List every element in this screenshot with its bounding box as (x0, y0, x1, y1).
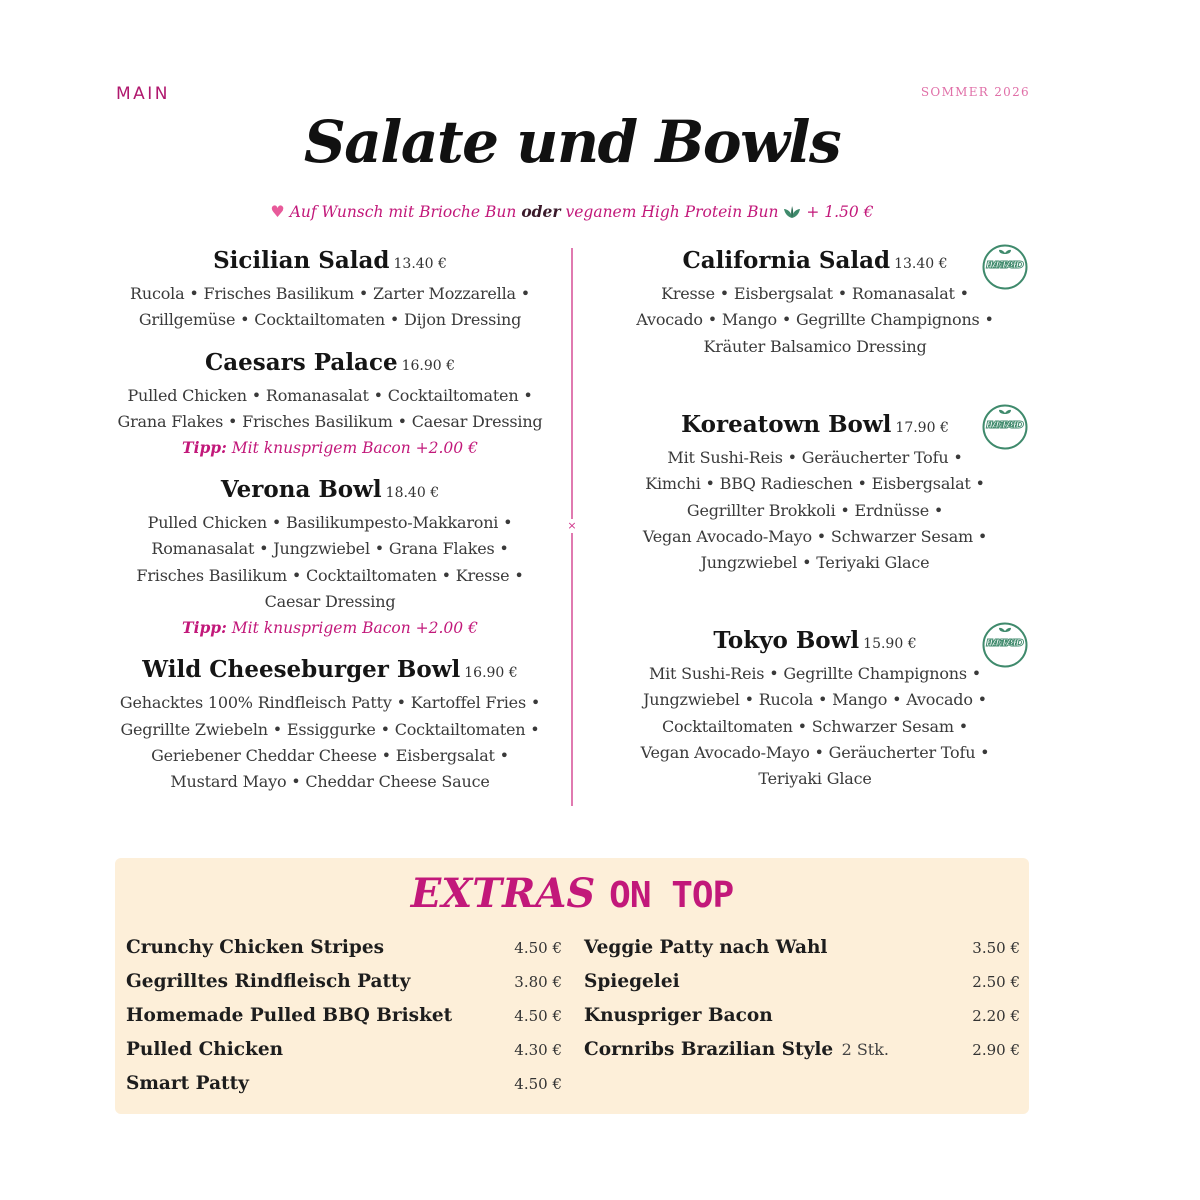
desc-line: Vegan Avocado-Mayo • Schwarzer Sesam • (642, 526, 988, 546)
extras-list-left (126, 934, 562, 1104)
item-price: 13.40 € (393, 256, 447, 272)
menu-item-wild-cheeseburger-bowl (100, 653, 560, 795)
tipp-label: Tipp: (182, 438, 227, 458)
desc-line: Jungzwiebel • Teriyaki Glace (700, 553, 930, 573)
extra-row (126, 968, 562, 1002)
extra-name: Spiegelei (584, 971, 680, 992)
desc-line: Kimchi • BBQ Radieschen • Eisbergsalat • (645, 474, 985, 494)
extra-row (126, 1002, 562, 1036)
desc-line: Mit Sushi-Reis • Gegrillte Champignons • (648, 664, 982, 683)
item-description (100, 690, 560, 795)
menu-item-sicilian-salad (100, 244, 560, 334)
tipp-note (100, 615, 560, 641)
item-name: Sicilian Salad (213, 247, 390, 274)
leaf-icon (783, 205, 801, 223)
extra-row (584, 968, 1020, 1002)
extras-list-right (584, 934, 1020, 1070)
extra-row (126, 1036, 562, 1070)
extra-note: 2 Stk. (841, 1040, 890, 1059)
extra-name (584, 1036, 889, 1064)
item-price: 15.90 € (863, 636, 917, 652)
menu-item-verona-bowl (100, 473, 560, 641)
menu-item-caesars-palace (100, 346, 560, 462)
desc-line: Romanasalat • Jungzwiebel • Grana Flakes • (151, 539, 509, 559)
subtitle-or: oder (521, 202, 561, 221)
tipp-label: Tipp: (182, 618, 227, 638)
section-label: MAIN (116, 84, 171, 104)
extras-panel (115, 858, 1029, 1114)
extra-price: 2.90 € (972, 1041, 1020, 1059)
desc-line: Cocktailtomaten • Schwarzer Sesam • (662, 716, 968, 736)
menu-item-california-salad (585, 244, 1045, 360)
extra-name: Veggie Patty nach Wahl (584, 937, 828, 958)
item-description (100, 281, 560, 334)
extra-price: 4.50 € (514, 1007, 562, 1025)
divider-cross-icon: × (567, 519, 577, 532)
desc-line: Pulled Chicken • Basilikumpesto-Makkaroni • (147, 513, 513, 533)
extras-title (115, 870, 1029, 917)
desc-line: Avocado • Mango • Gegrillte Champignons • (636, 310, 994, 330)
item-name: Verona Bowl (220, 476, 382, 504)
extra-price: 2.20 € (972, 1007, 1020, 1025)
menu-item-koreatown-bowl (585, 408, 1045, 576)
item-price: 16.90 € (401, 357, 456, 374)
extra-row (126, 1070, 562, 1104)
item-name: Koreatown Bowl (681, 411, 892, 438)
desc-line: Kresse • Eisbergsalat • Romanasalat • (661, 284, 969, 303)
plant-based-badge-icon (982, 622, 1028, 668)
item-name: California Salad (682, 247, 891, 274)
item-description (585, 661, 1045, 792)
desc-line: Caesar Dressing (264, 592, 396, 612)
desc-line: Mit Sushi-Reis • Geräucherter Tofu • (667, 448, 963, 467)
item-price: 18.40 € (385, 485, 440, 502)
extras-title-a: EXTRAS (410, 870, 596, 917)
menu-column-left (100, 244, 560, 808)
extra-row (126, 934, 562, 968)
item-description (100, 383, 560, 436)
desc-line: Vegan Avocado-Mayo • Geräucherter Tofu • (640, 742, 990, 762)
extra-row (584, 1002, 1020, 1036)
item-description (585, 445, 1045, 576)
desc-line: Mustard Mayo • Cheddar Cheese Sauce (170, 772, 490, 792)
item-price: 13.40 € (894, 256, 948, 272)
badge-text-plant: PLANT BASED (986, 638, 1024, 649)
item-description (100, 510, 560, 615)
item-name: Caesars Palace (204, 348, 398, 376)
badge-text-plant: PLANT BASED (986, 260, 1024, 271)
desc-line: Teriyaki Glace (758, 769, 872, 789)
extra-name-text: Cornribs Brazilian Style (584, 1039, 834, 1060)
subtitle-price: + 1.50 € (806, 203, 874, 221)
tipp-note (100, 435, 560, 461)
menu-item-tokyo-bowl (585, 624, 1045, 792)
desc-line: Rucola • Frisches Basilikum • Zarter Mozzarella • (130, 284, 530, 303)
extra-name: Smart Patty (126, 1073, 249, 1094)
extra-name: Crunchy Chicken Stripes (126, 937, 385, 958)
extra-row (584, 934, 1020, 968)
desc-line: Geriebener Cheddar Cheese • Eisbergsalat • (151, 745, 509, 765)
extra-name: Homemade Pulled BBQ Brisket (126, 1005, 453, 1026)
tipp-text: Mit knusprigem Bacon +2.00 € (231, 619, 478, 638)
subtitle-mid: veganem High Protein Bun (565, 203, 779, 221)
bun-option-note (0, 202, 1144, 223)
badge-text-plant: PLANT BASED (986, 420, 1024, 431)
item-price: 16.90 € (464, 665, 518, 682)
extras-title-b: ON TOP (609, 875, 734, 916)
season-label: SOMMER 2026 (920, 85, 1030, 99)
extra-price: 4.50 € (514, 1075, 562, 1093)
extra-price: 3.50 € (972, 939, 1020, 957)
item-description (585, 281, 1045, 360)
desc-line: Grana Flakes • Frisches Basilikum • Caesar Dressing (117, 411, 543, 431)
extra-price: 2.50 € (972, 973, 1020, 991)
desc-line: Gegrillte Zwiebeln • Essiggurke • Cocktailtomaten • (120, 719, 540, 739)
desc-line: Jungzwiebel • Rucola • Mango • Avocado • (643, 690, 987, 710)
plant-based-badge-icon (982, 244, 1028, 290)
extra-name: Gegrilltes Rindfleisch Patty (126, 971, 411, 992)
desc-line: Kräuter Balsamico Dressing (703, 336, 927, 356)
item-name: Wild Cheeseburger Bowl (142, 656, 461, 684)
extra-name: Pulled Chicken (126, 1039, 284, 1060)
item-name: Tokyo Bowl (713, 627, 860, 654)
desc-line: Gehacktes 100% Rindfleisch Patty • Kartoffel Fries • (119, 693, 541, 713)
heart-icon: ♥ (270, 202, 285, 221)
item-price: 17.90 € (895, 420, 949, 436)
desc-line: Gegrillter Brokkoli • Erdnüsse • (686, 500, 944, 520)
extra-name: Knuspriger Bacon (584, 1005, 773, 1026)
extra-price: 4.50 € (514, 939, 562, 957)
desc-line: Grillgemüse • Cocktailtomaten • Dijon Dressing (138, 310, 522, 330)
extra-row (584, 1036, 1020, 1070)
desc-line: Frisches Basilikum • Cocktailtomaten • Kresse • (136, 565, 524, 585)
extra-price: 3.80 € (514, 973, 562, 991)
subtitle-pre: Auf Wunsch mit Brioche Bun (289, 203, 517, 221)
page-title: Salate und Bowls (303, 108, 841, 176)
desc-line: Pulled Chicken • Romanasalat • Cocktailtomaten • (127, 385, 533, 405)
plant-based-badge-icon (982, 404, 1028, 450)
extra-price: 4.30 € (514, 1041, 562, 1059)
tipp-text: Mit knusprigem Bacon +2.00 € (231, 439, 478, 458)
